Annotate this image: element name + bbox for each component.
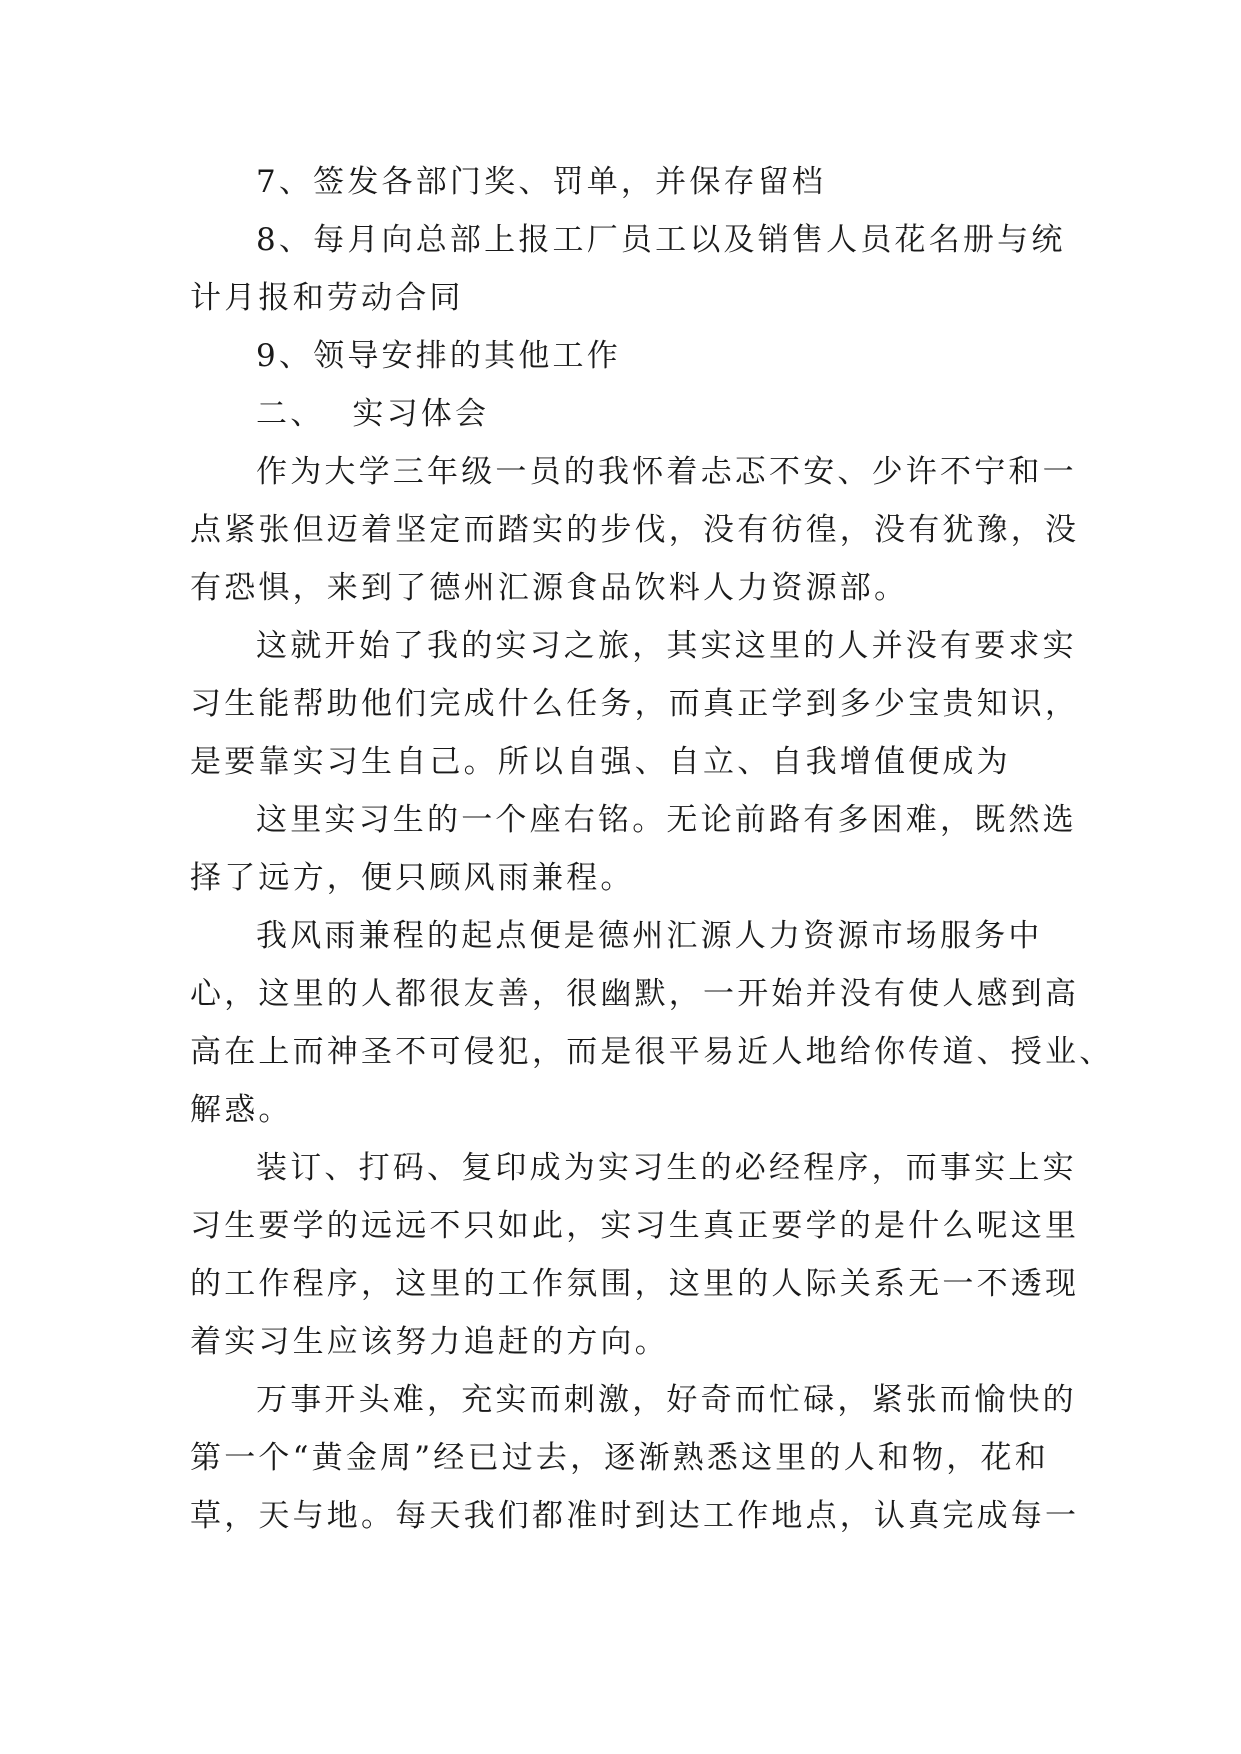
section-heading xyxy=(190,385,1056,443)
text-line: 这里实习生的一个座右铭。无论前路有多困难，既然选 xyxy=(256,802,1077,838)
text-line: 我风雨兼程的起点便是德州汇源人力资源市场服务中 xyxy=(256,918,1043,954)
text-line: 第一个“黄金周”经已过去，逐渐熟悉这里的人和物，花和 xyxy=(190,1440,1049,1476)
text-line: 9、领导安排的其他工作 xyxy=(256,338,621,374)
text-line: 作为大学三年级一员的我怀着忐忑不安、少许不宁和一 xyxy=(256,454,1077,490)
text-line: 择了远方，便只顾风雨兼程。 xyxy=(190,860,635,896)
text-line: 心，这里的人都很友善，很幽默，一开始并没有使人感到高 xyxy=(190,976,1080,1012)
section-number: 二、 xyxy=(256,396,325,432)
text-line: 是要靠实习生自己。所以自强、自立、自我增值便成为 xyxy=(190,744,1011,780)
text-line: 习生要学的远远不只如此，实习生真正要学的是什么呢这里 xyxy=(190,1208,1080,1244)
text-line: 万事开头难，充实而刺激，好奇而忙碌，紧张而愉快的 xyxy=(256,1382,1077,1418)
text-line: 这就开始了我的实习之旅，其实这里的人并没有要求实 xyxy=(256,628,1077,664)
text-line: 装订、打码、复印成为实习生的必经程序，而事实上实 xyxy=(256,1150,1077,1186)
text-line: 点紧张但迈着坚定而踏实的步伐，没有彷徨，没有犹豫，没 xyxy=(190,512,1080,548)
text-line: 计月报和劳动合同 xyxy=(190,280,464,316)
text-line: 草，天与地。每天我们都准时到达工作地点，认真完成每一 xyxy=(190,1498,1080,1534)
section-title: 实习体会 xyxy=(352,396,490,432)
text-line: 高在上而神圣不可侵犯，而是很平易近人地给你传道、授业、 xyxy=(190,1034,1114,1070)
text-line: 着实习生应该努力追赶的方向。 xyxy=(190,1324,669,1360)
text-line: 8、每月向总部上报工厂员工以及销售人员花名册与统 xyxy=(256,222,1066,258)
document-body xyxy=(190,153,1114,1545)
text-line: 7、签发各部门奖、罚单，并保存留档 xyxy=(256,164,827,200)
text-line: 解惑。 xyxy=(190,1092,293,1128)
text-line: 有恐惧，来到了德州汇源食品饮料人力资源部。 xyxy=(190,570,909,606)
text-line: 的工作程序，这里的工作氛围，这里的人际关系无一不透现 xyxy=(190,1266,1080,1302)
text-line: 习生能帮助他们完成什么任务，而真正学到多少宝贵知识， xyxy=(190,686,1080,722)
